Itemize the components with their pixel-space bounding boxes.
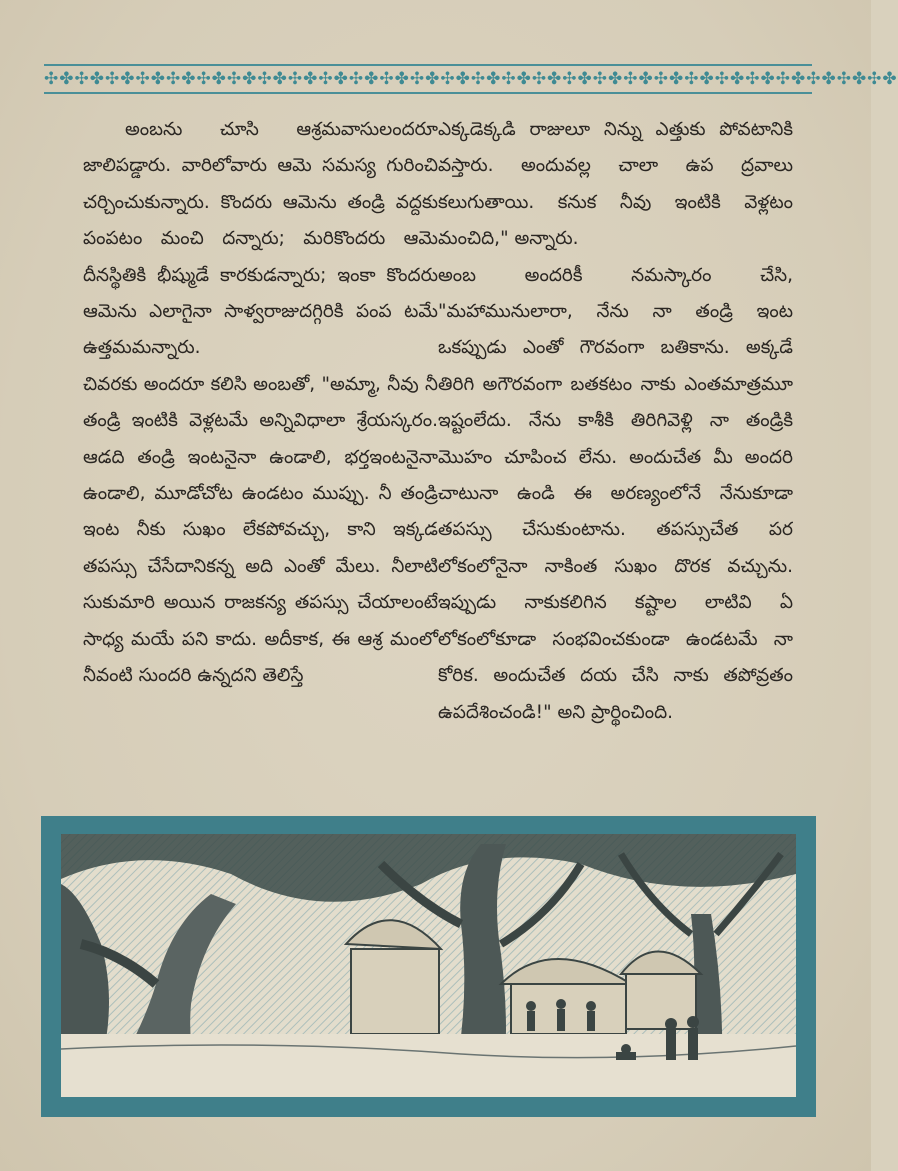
right-paragraph-1: ఎక్కడెక్కడి రాజులూ నిన్ను ఎత్తుకు పోవటానికి వస్తారు. అందువల్ల చాలా ఉప ద్రవాలు కలుగుతాయి. కనుక నీవు ఇంటికి వెళ్లటం మంచిది," అన్నారు. — [438, 119, 793, 250]
forest-hermitage-illustration — [41, 816, 816, 1117]
left-text-column — [83, 112, 438, 695]
left-paragraph-1: అంబను చూసి ఆశ్రమవాసులందరూ జాలిపడ్డారు. వారిలోవారు ఆమె సమస్య గురించి చర్చించుకున్నారు. కొందరు ఆమెను తండ్రి వద్దకు పంపటం మంచి దన్నారు; మరికొందరు ఆమె దీనస్థితికి భీష్ముడే కారకుడన్నారు; ఇంకా కొందరు ఆమెను ఎలాగైనా సాళ్వరాజుదగ్గిరికి పంప టమే ఉత్తమమన్నారు. — [83, 119, 438, 359]
illustration-drawing — [61, 834, 796, 1097]
decorative-border: ✣✤✣✤✣✤✣✤✣✤✣✤✣✤✣✤✣✤✣✤✣✤✣✤✣✤✣✤✣✤✣✤✣✤✣✤✣✤✣✤✣✤✣✤✣✤✣✤✣✤✣✤✣✤✣✤ — [44, 64, 812, 94]
right-paragraph-2: అంబ అందరికీ నమస్కారం చేసి, "మహామునులారా, నేను నా తండ్రి ఇంట ఒకప్పుడు ఎంతో గౌరవంగా బతికాను. అక్కడే తిరిగి అగౌరవంగా బతకటం నాకు ఎంతమాత్రమూ ఇష్టంలేదు. నేను కాశీకి తిరిగివెళ్లి నా తండ్రికి మొహం చూపించ లేను. అందుచేత మీ అందరి చాటునా ఉండి ఈ అరణ్యంలోనే నేనుకూడా తపస్సు చేసుకుంటాను. తపస్సుచేత పర లోకంలోనైనా నాకింత సుఖం దొరక వచ్చును. ఇప్పుడు నాకుకలిగిన కష్టాల లాటివి ఏ లోకంలోకూడా సంభవించకుండా ఉండటమే నా కోరిక. అందుచేత దయ చేసి నాకు తపోవ్రతం ఉపదేశించండి!" అని ప్రార్థించింది. — [438, 264, 793, 723]
left-paragraph-2: చివరకు అందరూ కలిసి అంబతో, "అమ్మా, నీవు నీ తండ్రి ఇంటికి వెళ్లటమే అన్నివిధాలా శ్రేయస్కరం. ఆడది తండ్రి ఇంటనైనా ఉండాలి, భర్తఇంటనైనా ఉండాలి, మూడోచోట ఉండటం ముప్పు. నీ తండ్రి ఇంట నీకు సుఖం లేకపోవచ్చు, కాని ఇక్కడ తపస్సు చేసేదానికన్న అది ఎంతో మేలు. నీలాటి సుకుమారి అయిన రాజకన్య తపస్సు చేయాలంటే సాధ్య మయే పని కాదు. అదీకాక, ఈ ఆశ్ర మంలో నీవంటి సుందరి ఉన్నదని తెలిస్తే — [83, 373, 438, 687]
right-text-column — [438, 112, 793, 731]
